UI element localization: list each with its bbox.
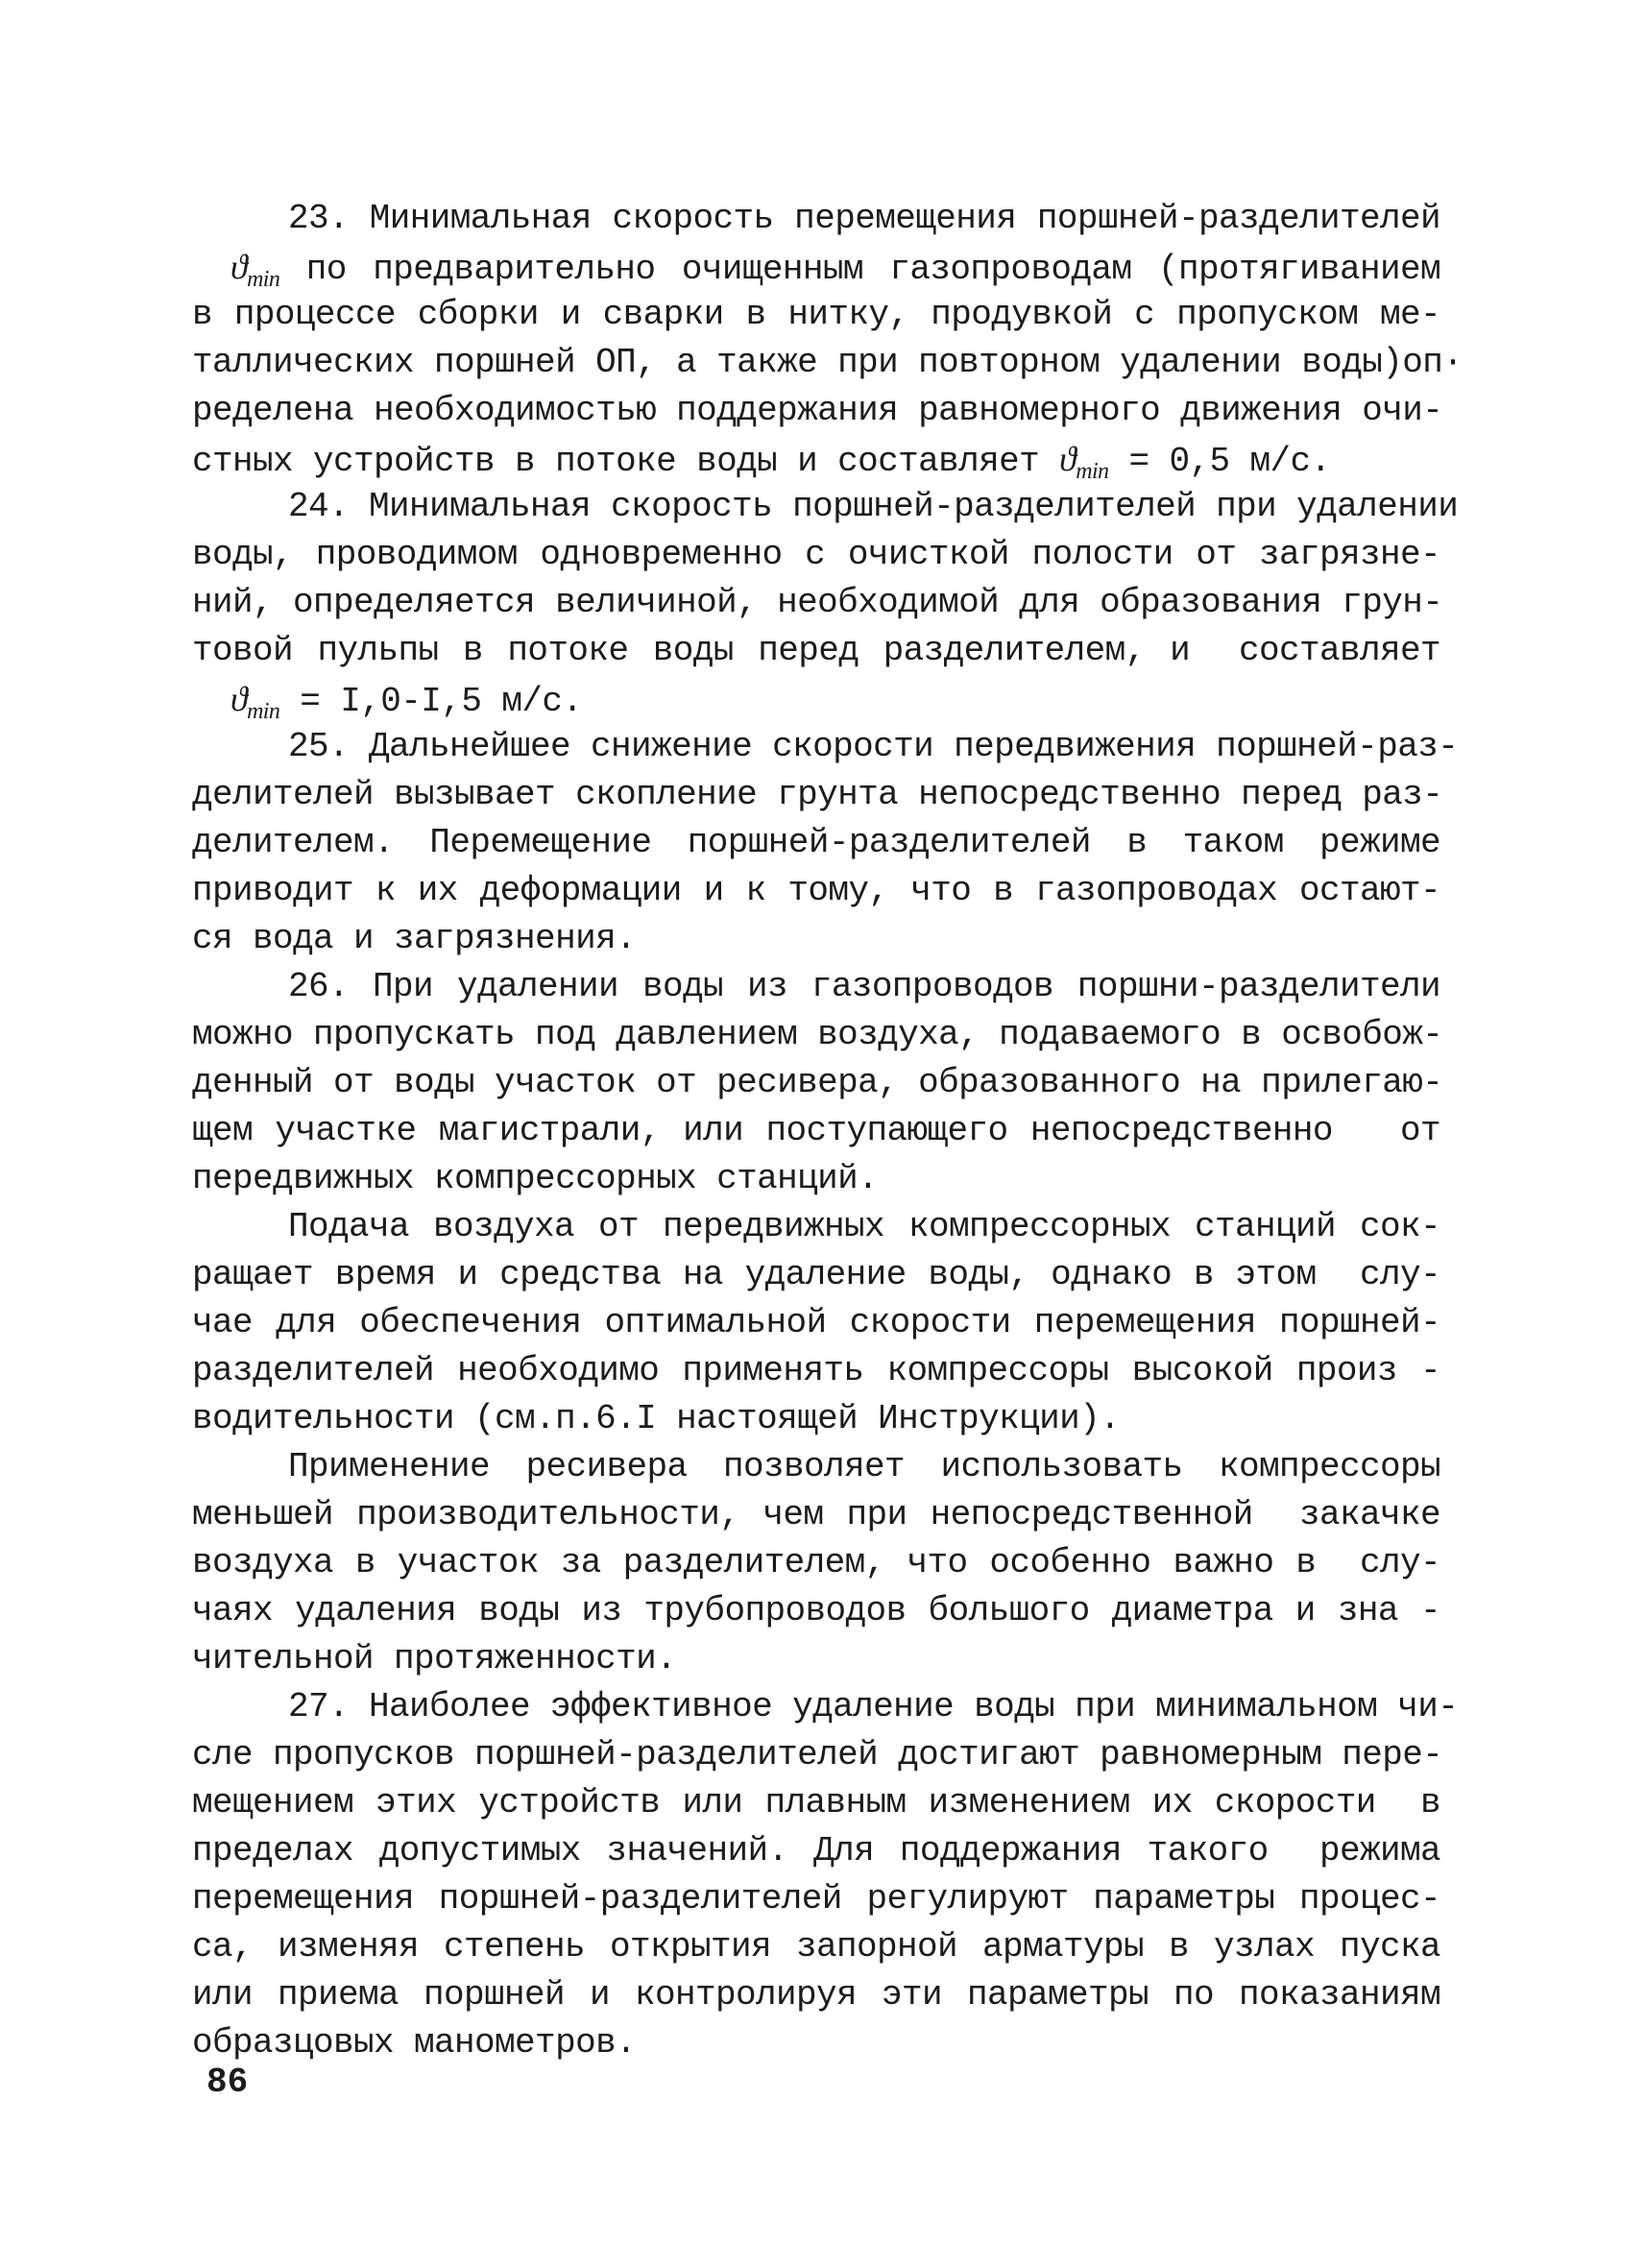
- velocity-value: = 0,5 м/с.: [1108, 442, 1331, 481]
- text-line: разделителей необходимо применять компрессоры высокой произ -: [192, 1351, 1440, 1390]
- text-line: 27. Наиболее эффективное удаление воды при минимальном чи-: [288, 1687, 1459, 1726]
- velocity-symbol: [1059, 440, 1109, 484]
- text-line: сле пропусков поршней-разделителей достигают равномерным пере-: [192, 1735, 1443, 1774]
- text-line: перемещения поршней-разделителей регулируют параметры процес-: [192, 1879, 1440, 1918]
- text-line: ся вода и загрязнения.: [192, 919, 637, 958]
- text-line: водительности (см.п.6.I настоящей Инструкции).: [192, 1399, 1121, 1438]
- text-line: образцовых манометров.: [192, 2023, 637, 2063]
- text-line: мещением этих устройств или плавным изменением их скорости в: [192, 1783, 1440, 1822]
- text-line: са, изменяя степень открытия запорной арматуры в узлах пуска: [192, 1927, 1440, 1966]
- text-line: таллических поршней ОП, а также при повторном удалении воды)оп·: [192, 343, 1464, 382]
- text-line: ний, определяется величиной, необходимой для образования грун-: [192, 583, 1443, 622]
- text-line: чительной протяженности.: [192, 1639, 677, 1678]
- text-line: приводит к их деформации и к тому, что в газопроводах остают-: [192, 871, 1440, 910]
- text-line: или приема поршней и контролируя эти параметры по показаниям: [192, 1975, 1440, 2015]
- text-fragment: по предварительно очищенным газопроводам (протягиванием: [279, 250, 1440, 289]
- body-text: [192, 195, 1464, 2067]
- math-symbol: ϑ: [1059, 440, 1077, 478]
- math-symbol: ϑ: [230, 680, 248, 718]
- velocity-symbol: [230, 680, 280, 724]
- text-line: [192, 675, 1440, 723]
- text-line: чае для обеспечения оптимальной скорости перемещения поршней-: [192, 1303, 1440, 1342]
- text-line: ращает время и средства на удаление воды, однако в этом слу-: [192, 1255, 1440, 1294]
- math-subscript: min: [1076, 459, 1109, 484]
- math-subscript: min: [247, 699, 280, 724]
- text-line: передвижных компрессорных станций.: [192, 1159, 879, 1198]
- text-line: 24. Минимальная скорость поршней-разделителей при удалении: [288, 487, 1459, 526]
- text-line: можно пропускать под давлением воздуха, подаваемого в освобож-: [192, 1015, 1443, 1054]
- text-line: в процессе сборки и сварки в нитку, продувкой с пропуском ме-: [192, 295, 1440, 334]
- text-line: воздуха в участок за разделителем, что особенно важно в слу-: [192, 1543, 1440, 1582]
- math-symbol: ϑ: [230, 248, 248, 286]
- text-line: 26. При удалении воды из газопроводов поршни-разделители: [288, 967, 1440, 1006]
- velocity-symbol: [230, 248, 280, 292]
- text-line: денный от воды участок от ресивера, образованного на прилегаю-: [192, 1063, 1443, 1102]
- text-line: Подача воздуха от передвижных компрессорных станций сок-: [288, 1207, 1440, 1246]
- text-line: 23. Минимальная скорость перемещения поршней-разделителей: [288, 199, 1440, 238]
- text-line: 25. Дальнейшее снижение скорости передвижения поршней-раз-: [288, 727, 1459, 766]
- text-line: делителем. Перемещение поршней-разделителей в таком режиме: [192, 823, 1440, 862]
- text-line: делителей вызывает скопление грунта непосредственно перед раз-: [192, 775, 1443, 814]
- text-line: [192, 243, 1440, 291]
- math-subscript: min: [247, 267, 280, 292]
- text-line: воды, проводимом одновременно с очисткой полости от загрязне-: [192, 535, 1440, 574]
- text-line: меньшей производительности, чем при непосредственной закачке: [192, 1495, 1440, 1534]
- text-line: Применение ресивера позволяет использовать компрессоры: [288, 1447, 1440, 1486]
- text-line: [192, 435, 1440, 483]
- page-number: 86: [206, 2063, 249, 2102]
- text-fragment: стных устройств в потоке воды и составляет: [192, 442, 1060, 481]
- text-line: товой пульпы в потоке воды перед разделителем, и составляет: [192, 631, 1440, 670]
- text-line: ределена необходимостью поддержания равномерного движения очи-: [192, 391, 1443, 430]
- velocity-value: = I,0-I,5 м/с.: [279, 682, 583, 721]
- text-line: щем участке магистрали, или поступающего непосредственно от: [192, 1111, 1440, 1150]
- text-line: пределах допустимых значений. Для поддержания такого режима: [192, 1831, 1440, 1870]
- text-line: чаях удаления воды из трубопроводов большого диаметра и зна -: [192, 1591, 1440, 1630]
